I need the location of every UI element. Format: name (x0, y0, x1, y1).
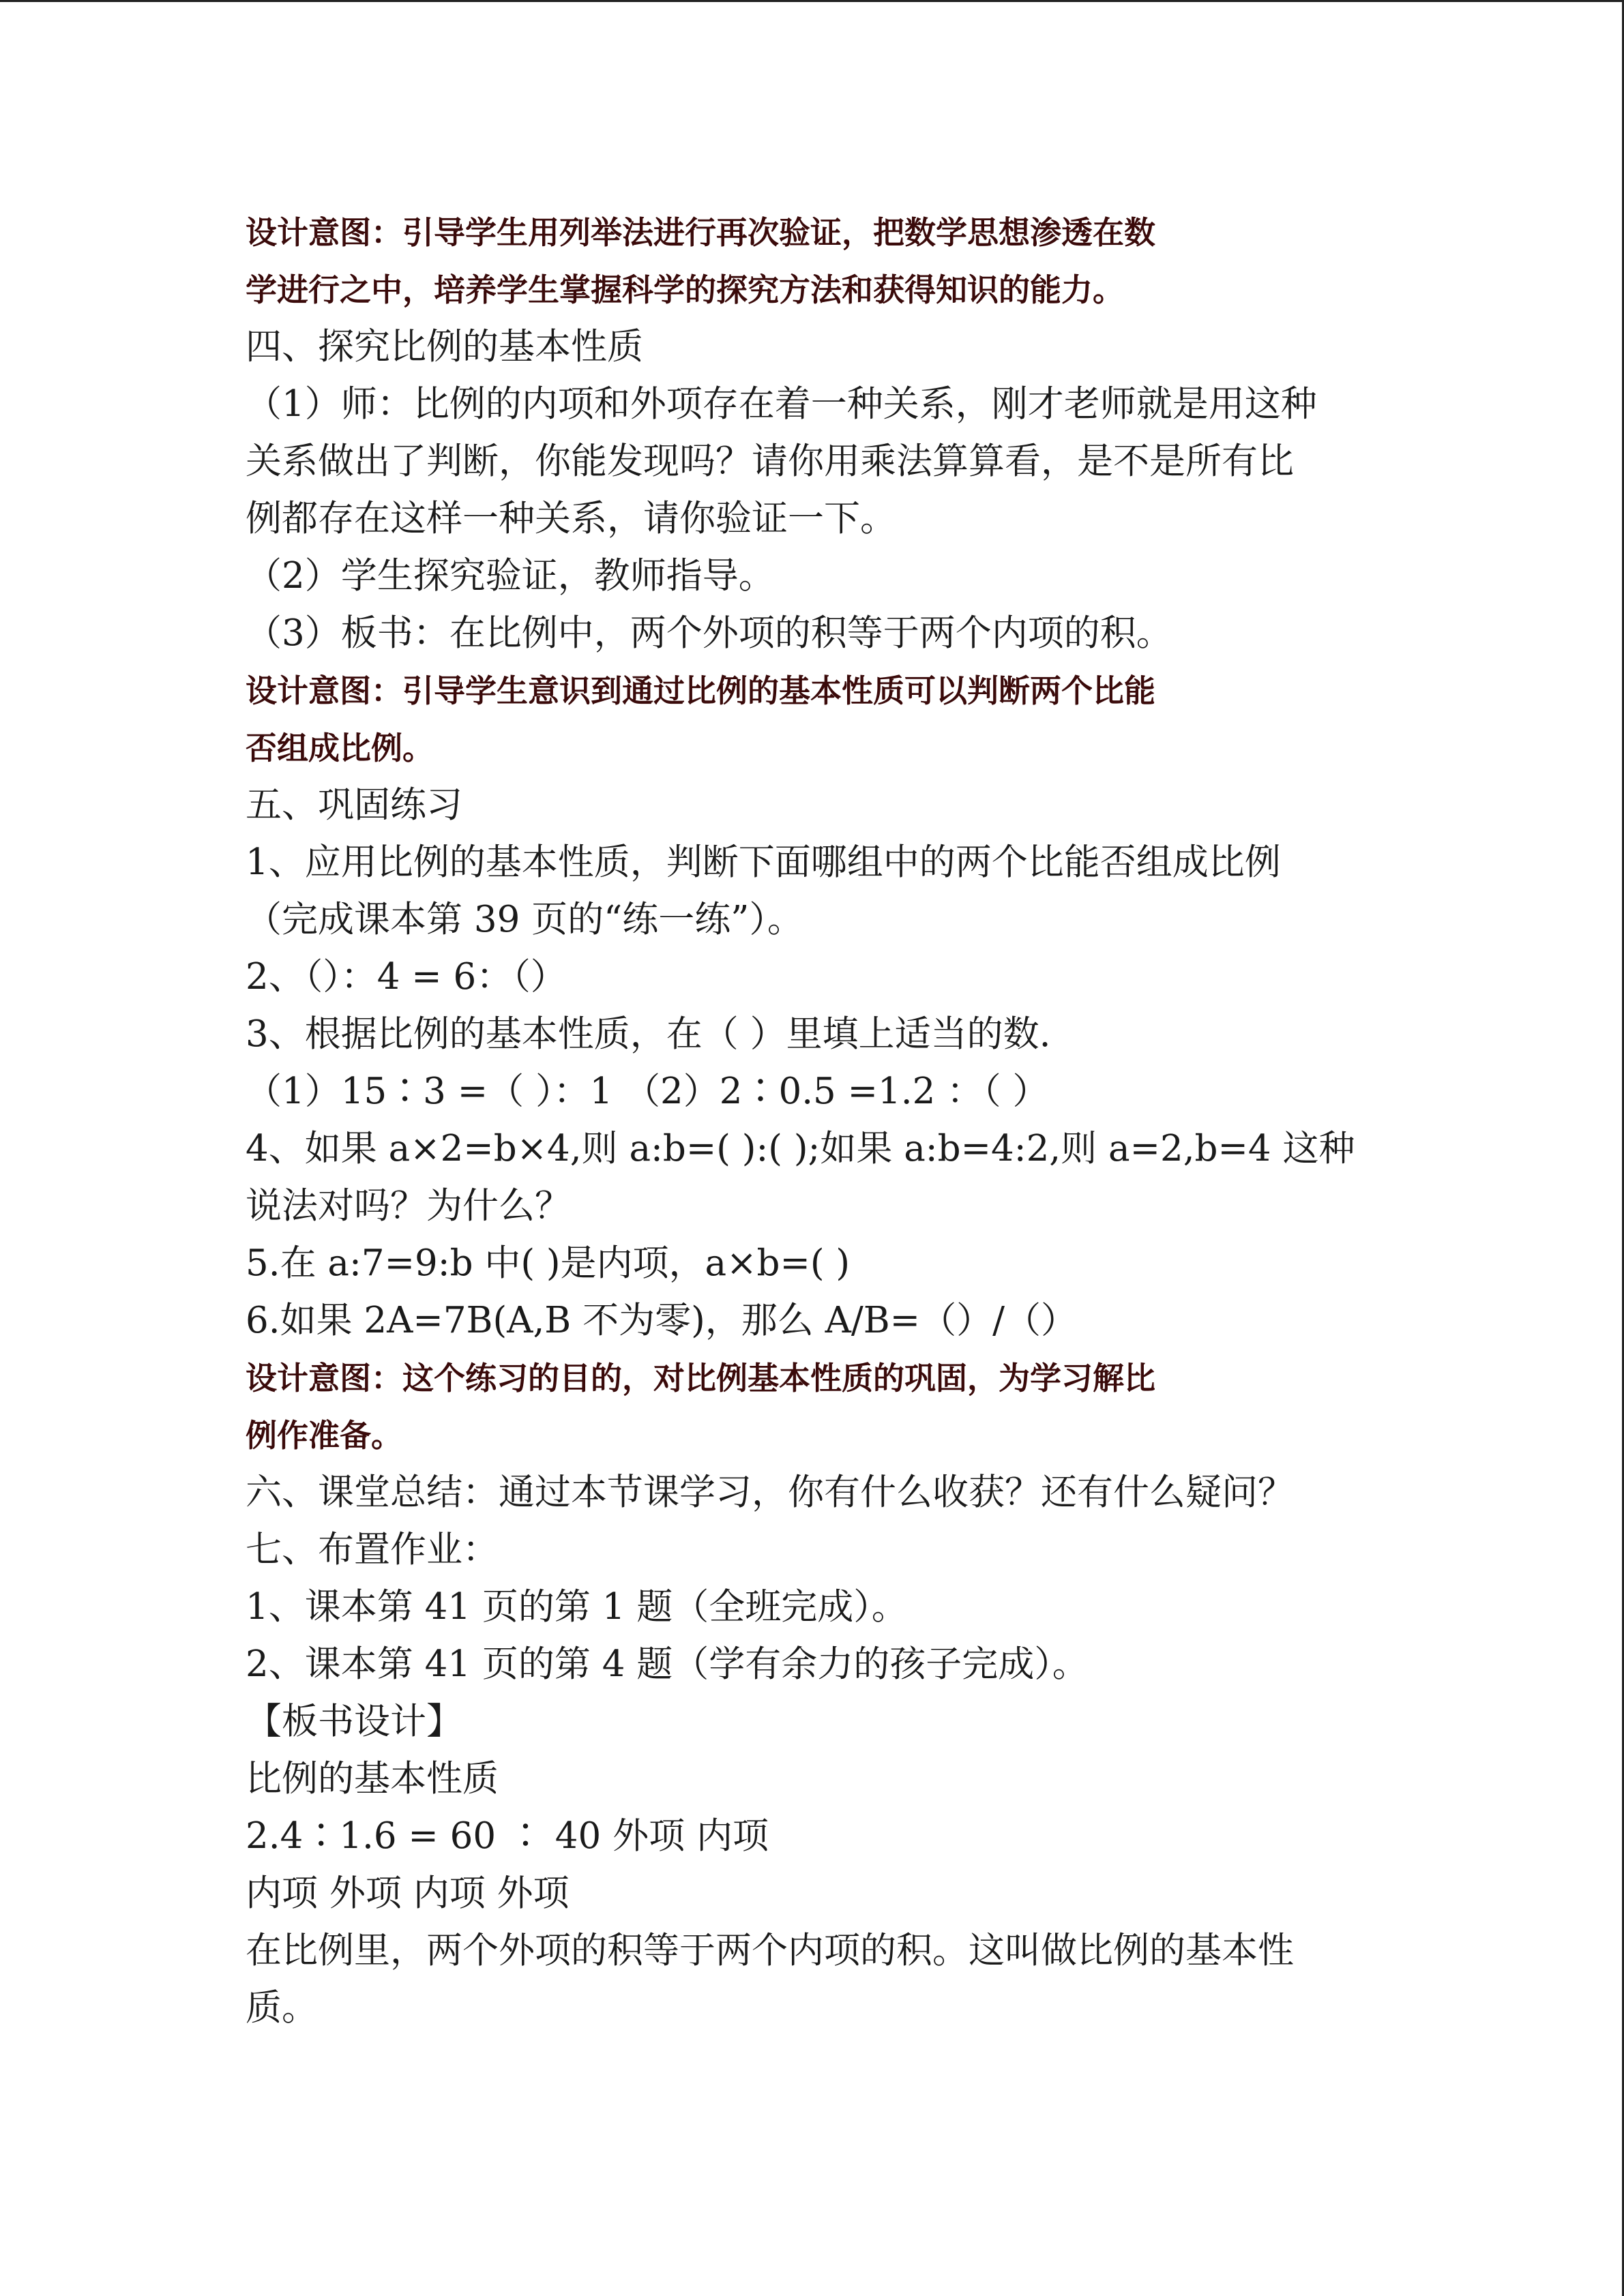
exercise-line: 2、（）：4 = 6：（） (246, 956, 567, 998)
design-intent-label: 设计意图 (246, 1360, 371, 1397)
design-intent-text: ：引导学生用列举法进行再次验证，把数学思想渗透在数 (371, 214, 1155, 251)
exercise-line: （完成课本第 39 页的“练一练”）。 (246, 899, 803, 940)
exercise-line: （1）15∶3 =（ ）：1 （2）2∶0.5 =1.2 ：（ ） (246, 1071, 1049, 1112)
board-line: 内项 外项 内项 外项 (246, 1873, 570, 1914)
design-intent-label: 设计意图 (246, 214, 371, 251)
design-intent-line (246, 1407, 1378, 1464)
design-intent-text: ：这个练习的目的，对比例基本性质的巩固，为学习解比 (371, 1360, 1155, 1397)
paragraph-line: （2）学生探究验证，教师指导。 (246, 555, 775, 597)
design-intent-text: ：引导学生意识到通过比例的基本性质可以判断两个比能 (371, 672, 1155, 709)
board-design-heading: 【板书设计】 (246, 1701, 462, 1742)
document-body (246, 204, 1378, 2037)
homework-line: 1、课本第 41 页的第 1 题（全班完成）。 (246, 1586, 908, 1628)
design-intent-line (246, 261, 1378, 318)
exercise-line: 3、根据比例的基本性质，在（ ）里填上适当的数. (246, 1013, 1051, 1055)
paragraph-line: 关系做出了判断，你能发现吗？请你用乘法算算看，是不是所有比 (246, 441, 1294, 482)
design-intent-line (246, 1350, 1378, 1407)
exercise-line: 5.在 a:7=9:b 中( )是内项，a×b=( ) (246, 1242, 851, 1284)
design-intent-label: 设计意图 (246, 672, 371, 709)
board-line: 比例的基本性质 (246, 1758, 499, 1800)
paragraph-line: （1）师：比例的内项和外项存在着一种关系，刚才老师就是用这种 (246, 383, 1317, 425)
homework-line: 2、课本第 41 页的第 4 题（学有余力的孩子完成）。 (246, 1643, 1089, 1685)
exercise-line: 1、应用比例的基本性质，判断下面哪组中的两个比能否组成比例 (246, 841, 1281, 883)
design-intent-text: 学进行之中，培养学生掌握科学的探究方法和获得知识的能力。 (246, 271, 1124, 308)
paragraph-line: 例都存在这样一种关系，请你验证一下。 (246, 498, 896, 539)
exercise-line: 说法对吗？为什么？ (246, 1185, 571, 1227)
exercise-line: 4、如果 a×2=b×4,则 a:b=( ):( );如果 a:b=4:2,则 a=2,b=4 这种 (246, 1128, 1355, 1169)
paragraph-line: 在比例里，两个外项的积等于两个内项的积。这叫做比例的基本性 (246, 1930, 1294, 1971)
design-intent-text: 例作准备。 (246, 1417, 402, 1454)
design-intent-text: 否组成比例。 (246, 730, 434, 766)
design-intent-line (246, 719, 1378, 777)
design-intent-line (246, 204, 1378, 261)
section-heading: 四、探究比例的基本性质 (246, 326, 643, 368)
design-intent-line (246, 662, 1378, 719)
exercise-line: 6.如果 2A=7B(A,B 不为零)，那么 A/B=（）/（） (246, 1300, 1077, 1341)
section-heading: 六、课堂总结：通过本节课学习，你有什么收获？还有什么疑问？ (246, 1472, 1294, 1513)
section-heading: 五、巩固练习 (246, 784, 462, 826)
board-line: 2.4∶1.6 = 60 ∶ 40 外项 内项 (246, 1815, 769, 1857)
section-heading: 七、布置作业： (246, 1529, 499, 1570)
paragraph-line: （3）板书：在比例中，两个外项的积等于两个内项的积。 (246, 612, 1172, 654)
paragraph-line: 质。 (246, 1987, 318, 2029)
